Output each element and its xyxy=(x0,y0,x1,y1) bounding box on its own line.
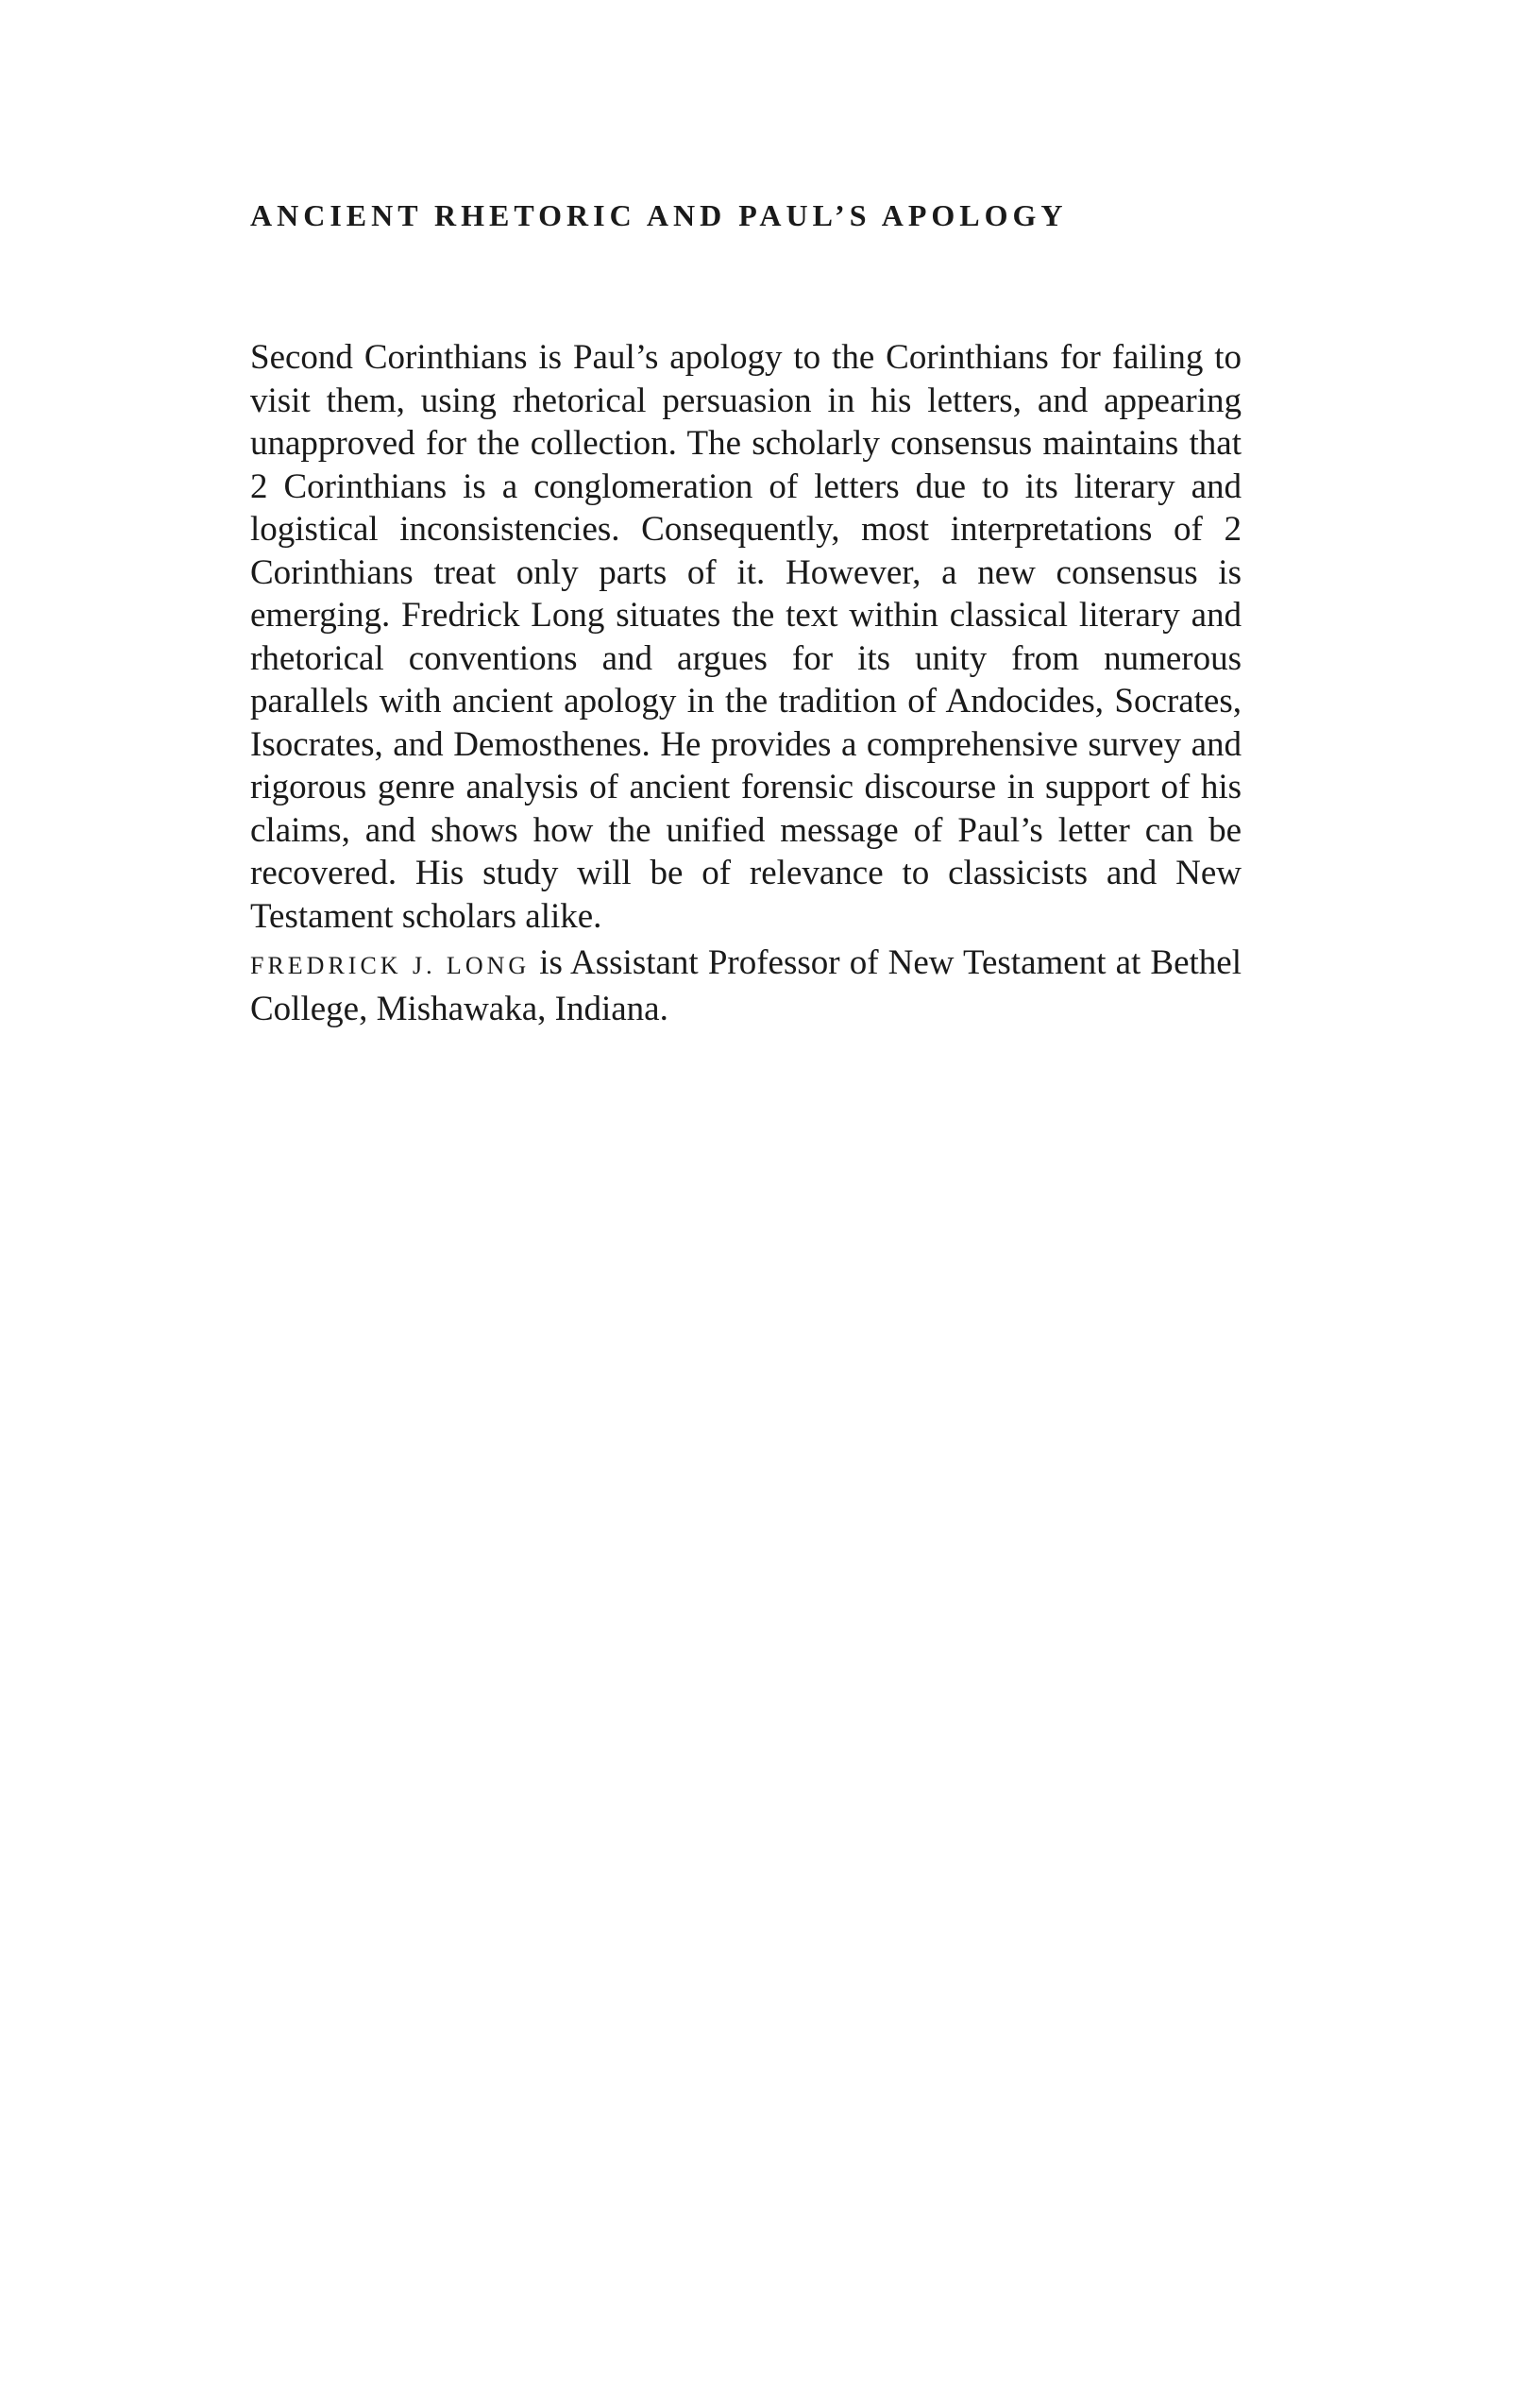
author-name: FREDRICK J. LONG xyxy=(250,952,531,979)
author-bio xyxy=(250,941,1242,1030)
book-description: Second Corinthians is Paul’s apology to the Corinthians for failing to visit them, using rhetorical persuasion in his letters, and appearing unapproved for the collection. The scholarly consensus maintains that 2 Corinthians is a conglomeration of letters due to its literary and logistical inconsistencies. Consequently, most interpretations of 2 Corinthians treat only parts of it. However, a new consensus is emerging. Fredrick Long situates the text within classical literary and rhetorical conventions and argues for its unity from numerous parallels with ancient apology in the tradition of Andocides, Socrates, Isocrates, and Demosthenes. He provides a comprehensive survey and rigorous genre analysis of ancient forensic discourse in support of his claims, and shows how the unified message of Paul’s letter can be recovered. His study will be of relevance to classicists and New Testament scholars alike. xyxy=(250,338,1242,936)
author-bio-text: is Assistant Professor of New Testament at Bethel College, Mishawaka, Indiana. xyxy=(250,943,1242,1028)
book-title: ANCIENT RHETORIC AND PAUL’S APOLOGY xyxy=(250,198,1068,232)
